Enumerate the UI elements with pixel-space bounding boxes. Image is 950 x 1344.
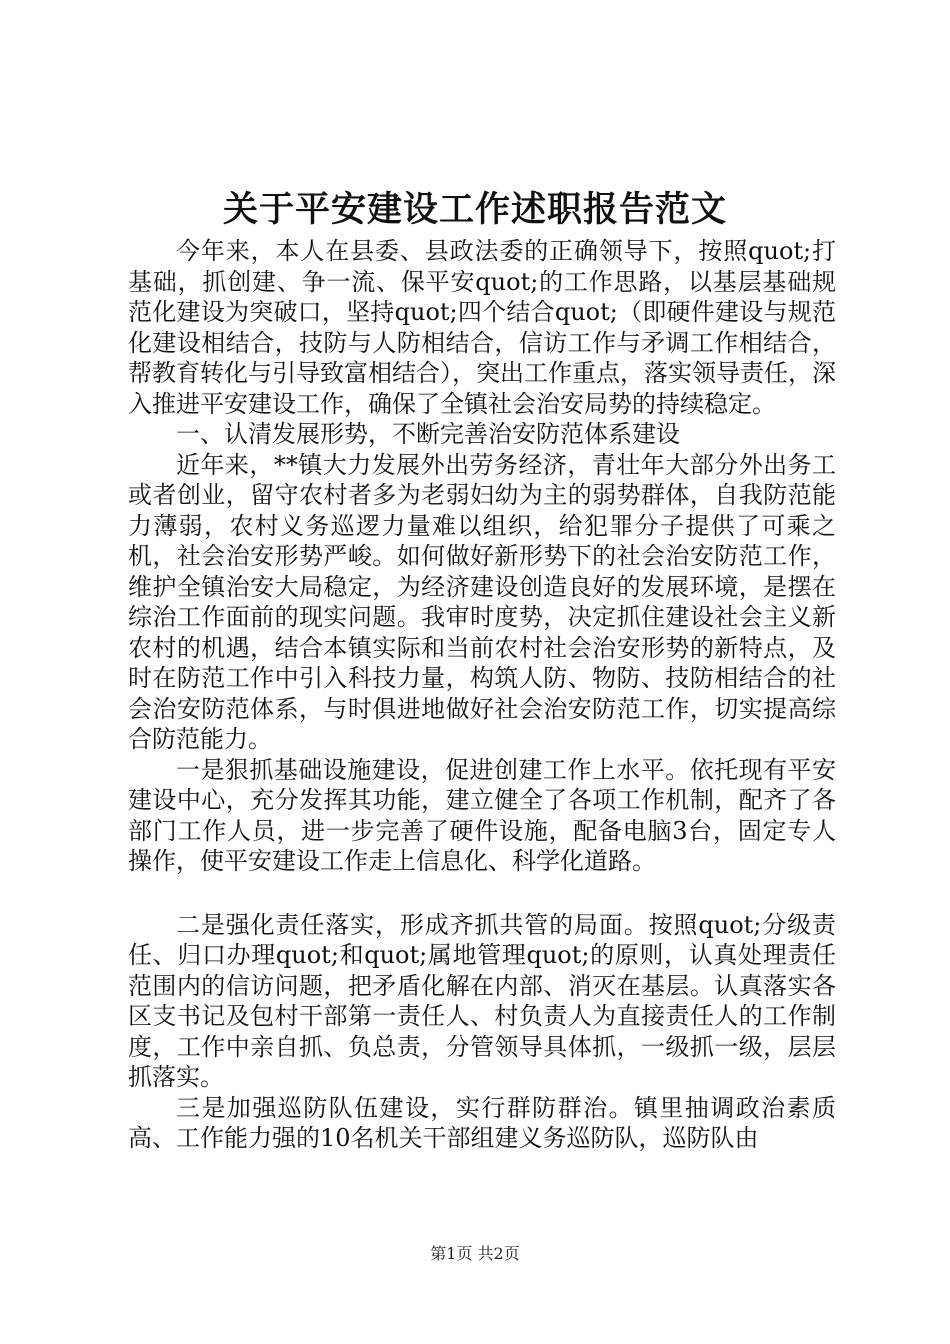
paragraph-point-3: 三是加强巡防队伍建设，实行群防群治。镇里抽调政治素质高、工作能力强的10名机关干部组建义务巡防队，巡防队由: [128, 1093, 836, 1152]
document-body: [128, 236, 836, 1154]
section-heading-1: 一、认清发展形势，不断完善治安防范体系建设: [176, 420, 680, 448]
paragraph-intro: 今年来，本人在县委、县政法委的正确领导下，按照quot;打基础，抓创建、争一流、保平安quot;的工作思路，以基层基础规范化建设为突破口，坚持quot;四个结合quot;（即硬件建设与规范化建设相结合，技防与人防相结合，信访工作与矛调工作相结合，帮教育转化与引导致富相结合），突出工作重点，落实领导责任，深入推进平安建设工作，确保了全镇社会治安局势的持续稳定。: [128, 237, 836, 418]
paragraph-point-2: 二是强化责任落实，形成齐抓共管的局面。按照quot;分级责任、归口办理quot;和quot;属地管理quot;的原则，认真处理责任范围内的信访问题，把矛盾化解在内部、消灭在基层。认真落实各区支书记及包村干部第一责任人、村负责人为直接责任人的工作制度，工作中亲自抓、负总责，分管领导具体抓，一级抓一级，层层抓落实。: [128, 910, 836, 1091]
page-number-footer: 第1页 共2页: [430, 1244, 520, 1263]
paragraph-background: 近年来，**镇大力发展外出劳务经济，青壮年大部分外出务工或者创业，留守农村者多为老弱妇幼为主的弱势群体，自我防范能力薄弱，农村义务巡逻力量难以组织，给犯罪分子提供了可乘之机，社会治安形势严峻。如何做好新形势下的社会治安防范工作，维护全镇治安大局稳定，为经济建设创造良好的发展环境，是摆在综治工作面前的现实问题。我审时度势，决定抓住建设社会主义新农村的机遇，结合本镇实际和当前农村社会治安形势的新特点，及时在防范工作中引入科技力量，构筑人防、物防、技防相结合的社会治安防范体系，与时俱进地做好社会治安防范工作，切实提高综合防范能力。: [128, 450, 836, 753]
paragraph-point-1: 一是狠抓基础设施建设，促进创建工作上水平。依托现有平安建设中心，充分发挥其功能，建立健全了各项工作机制，配齐了各部门工作人员，进一步完善了硬件设施，配备电脑3台，固定专人操作，使平安建设工作走上信息化、科学化道路。: [128, 755, 836, 875]
document-title: 关于平安建设工作述职报告范文: [222, 189, 727, 230]
